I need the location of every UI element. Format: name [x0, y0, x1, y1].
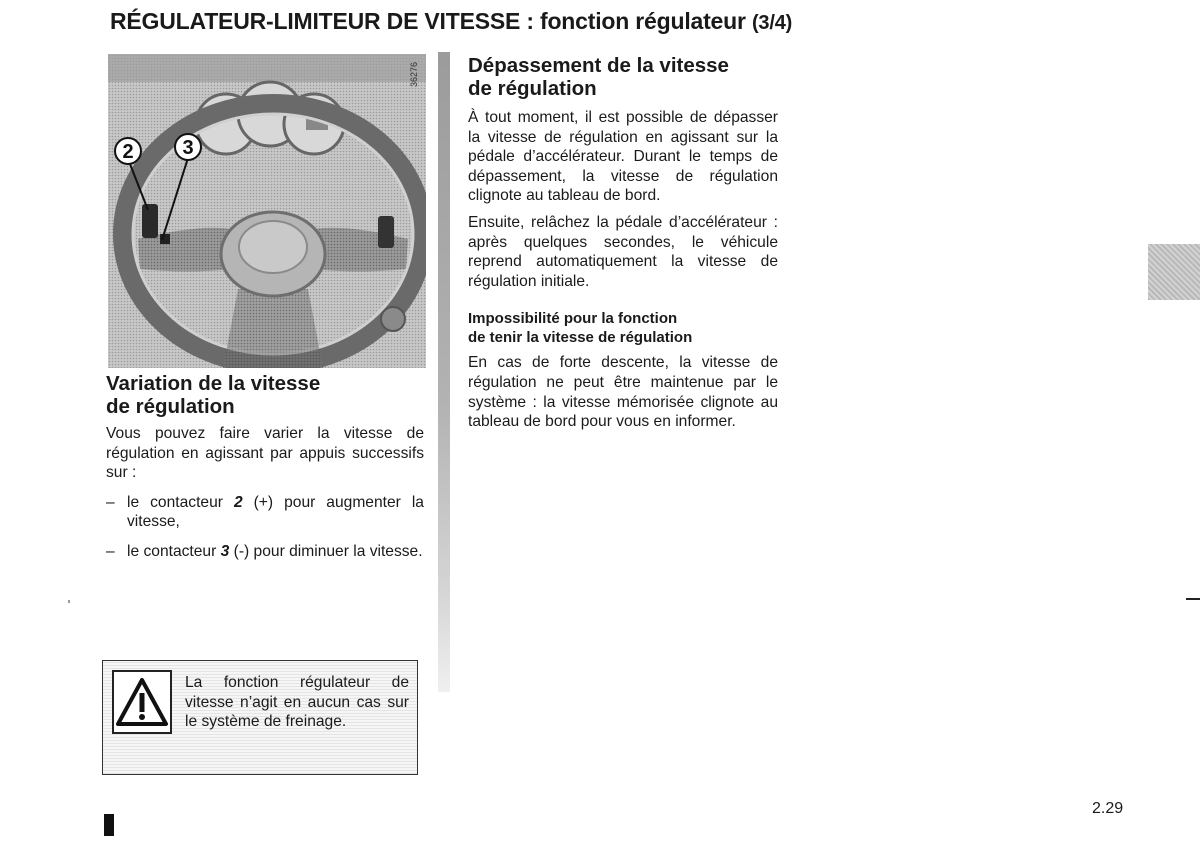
edge-mark — [1186, 598, 1200, 600]
page-title-part: (3/4) — [751, 12, 793, 34]
photo-reference: 36276 — [409, 62, 419, 88]
page-number: 2.29 — [1092, 800, 1124, 817]
depassement-heading-line1: Dépassement de la vitesse — [468, 54, 729, 77]
impossibilite-heading-line1: Impossibilité pour la fonction — [468, 310, 678, 328]
bullet-increase-prefix: le contacteur — [127, 493, 234, 511]
section-end-marker — [104, 814, 114, 836]
depassement-section — [468, 54, 778, 432]
variation-bullets — [106, 493, 424, 562]
variation-intro: Vous pouvez faire varier la vitesse de régulation en agissant par appuis successifs sur : — [106, 425, 424, 482]
callout-2-label: 2 — [122, 141, 134, 163]
depassement-heading-line2: de régulation — [468, 77, 597, 100]
depassement-paragraph-1: À tout moment, il est possible de dépasser la vitesse de régulation en agissant sur la pédale d’accélérateur. Durant le temps de dépassement, la vitesse de régulation clignote au tableau de bord. — [468, 109, 778, 205]
variation-section — [106, 372, 424, 572]
variation-heading — [106, 372, 424, 418]
depassement-paragraph-2: Ensuite, relâchez la pédale d’accélérateur : après quelques secondes, le véhicule reprend automatiquement la vitesse de régulation initiale. — [468, 213, 778, 290]
bullet-increase-number: 2 — [233, 493, 243, 511]
page-title-main: RÉGULATEUR-LIMITEUR DE VITESSE : fonction régulateur — [110, 8, 746, 34]
callout-3-label: 3 — [182, 137, 194, 159]
page-title — [110, 8, 792, 35]
warning-box — [102, 660, 418, 775]
steering-wheel-photo — [108, 54, 426, 368]
impossibilite-heading — [468, 309, 778, 347]
chapter-thumb-tab — [1148, 244, 1200, 300]
bullet-decrease: – le contacteur 3 (-) pour diminuer la vitesse. — [106, 542, 423, 560]
column-divider — [438, 52, 450, 692]
impossibilite-paragraph: En cas de forte descente, la vitesse de régulation ne peut être maintenue par le système : la vitesse mémorisée clignote au tableau de bord pour vous en informer. — [468, 354, 778, 431]
variation-heading-line1: Variation de la vitesse — [106, 372, 321, 395]
variation-heading-line2: de régulation — [106, 395, 235, 418]
bullet-decrease-suffix: (-) pour diminuer la vitesse. — [229, 542, 423, 560]
impossibilite-heading-line2: de tenir la vitesse de régulation — [468, 329, 693, 347]
bullet-increase: – le contacteur 2 (+) pour augmenter la vitesse, — [106, 493, 424, 531]
bullet-increase-suffix: (+) pour augmenter la vitesse, — [127, 493, 424, 531]
bullet-decrease-prefix: le contacteur — [127, 542, 221, 560]
depassement-heading — [468, 54, 778, 100]
warning-triangle-icon — [114, 672, 170, 732]
scan-speck — [68, 600, 70, 603]
bullet-decrease-number: 3 — [220, 542, 230, 560]
warning-icon-frame — [112, 670, 172, 734]
steering-wheel-illustration — [108, 54, 426, 368]
warning-text: La fonction régulateur de vitesse n’agit en aucun cas sur le système de freinage. — [185, 674, 409, 731]
